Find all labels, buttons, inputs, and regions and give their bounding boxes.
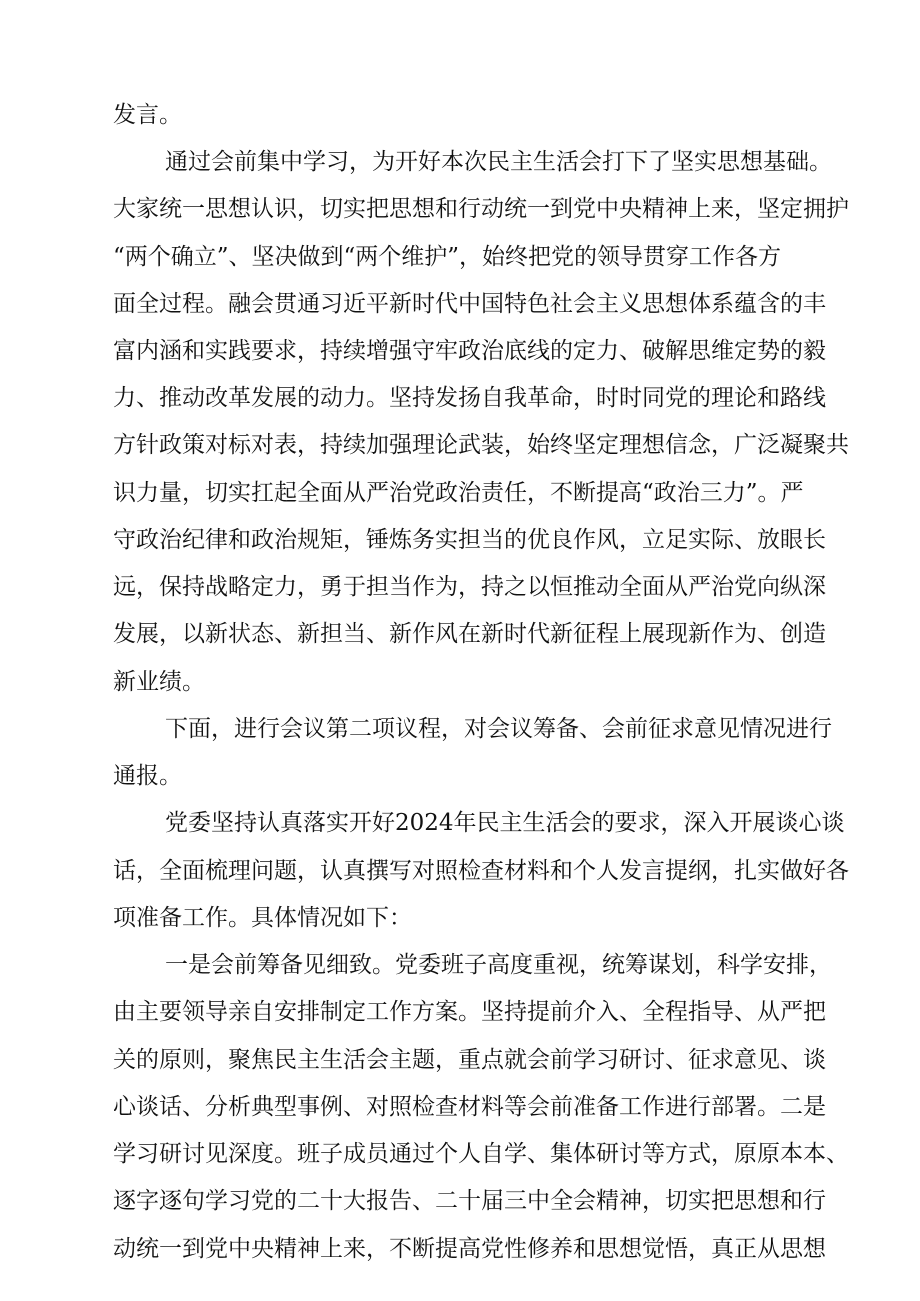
text-line: 远，保持战略定力，勇于担当作为，持之以恒推动全面从严治党向纵深 [113,574,826,600]
text-line: 下面，进行会议第二项议程，对会议筹备、会前征求意见情况进行 [165,716,832,742]
text-line: 大家统一思想认识，切实把思想和行动统一到党中央精神上来，坚定拥护 [113,196,849,222]
text-line: 通过会前集中学习，为开好本次民主生活会打下了坚实思想基础。 [165,149,832,175]
text-line: 方针政策对标对表，持续加强理论武装，始终坚定理想信念，广泛凝聚共 [113,432,849,458]
text-line: 力、推动改革发展的动力。坚持发扬自我革命，时时同党的理论和路线 [113,385,826,411]
text-line: 识力量，切实扛起全面从严治党政治责任，不断提高“政治三力”。严 [113,480,804,506]
text-line: 动统一到党中央精神上来，不断提高党性修养和思想觉悟，真正从思想 [113,1236,826,1262]
text-line: 学习研讨见深度。班子成员通过个人自学、集体研讨等方式，原原本本、 [113,1141,849,1167]
text-line: 项准备工作。具体情况如下： [113,905,412,931]
text-line: 发展，以新状态、新担当、新作风在新时代新征程上展现新作为、创造 [113,621,826,647]
text-line: 党委坚持认真落实开好2024年民主生活会的要求，深入开展谈心谈 [165,810,845,836]
text-line: 心谈话、分析典型事例、对照检查材料等会前准备工作进行部署。二是 [113,1094,826,1120]
text-line: 逐字逐句学习党的二十大报告、二十届三中全会精神，切实把思想和行 [113,1188,826,1214]
text-line: 新业绩。 [113,669,205,695]
text-line: 一是会前筹备见细致。党委班子高度重视，统筹谋划，科学安排， [165,952,832,978]
text-line: 关的原则，聚焦民主生活会主题，重点就会前学习研讨、征求意见、谈 [113,1047,826,1073]
text-line: 富内涵和实践要求，持续增强守牢政治底线的定力、破解思维定势的毅 [113,338,826,364]
text-line: 面全过程。融会贯通习近平新时代中国特色社会主义思想体系蕴含的丰 [113,291,826,317]
text-line: 守政治纪律和政治规矩，锤炼务实担当的优良作风，立足实际、放眼长 [113,527,826,553]
text-line: 发言。 [113,102,182,128]
text-line: 由主要领导亲自安排制定工作方案。坚持提前介入、全程指导、从严把 [113,999,826,1025]
text-line: “两个确立”、坚决做到“两个维护”，始终把党的领导贯穿工作各方 [113,244,782,270]
text-line: 通报。 [113,763,182,789]
text-line: 话，全面梳理问题，认真撰写对照检查材料和个人发言提纲，扎实做好各 [113,858,849,884]
